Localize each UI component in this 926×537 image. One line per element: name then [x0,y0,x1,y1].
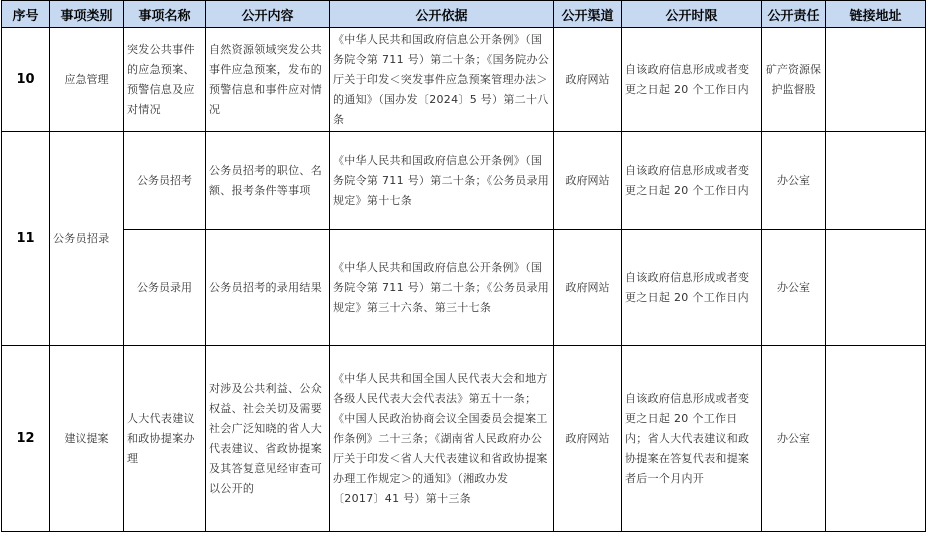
row-basis: 《中华人民共和国政府信息公开条例》（国务院令第 711 号）第二十条；《国务院办公厅关于印发＜突发事件应急预案管理办法＞的通知》（国办发〔2024〕5 号）第二十八条 [330,28,554,132]
header-index: 序号 [2,1,50,28]
header-basis: 公开依据 [330,1,554,28]
row-item-name: 人大代表建议和政协提案办理 [124,346,206,532]
row-item-name: 公务员录用 [124,230,206,346]
row-basis: 《中华人民共和国政府信息公开条例》（国务院令第 711 号）第二十条；《公务员录用规定》第十七条 [330,132,554,230]
row-deadline: 自该政府信息形成或者变更之日起 20 个工作日内 [622,230,762,346]
header-responsible: 公开责任 [762,1,826,28]
row-index: 10 [2,28,50,132]
row-content: 自然资源领域突发公共事件应急预案，发布的预警信息和事件应对情况 [206,28,330,132]
row-responsible: 矿产资源保护监督股 [762,28,826,132]
header-category: 事项类别 [50,1,124,28]
row-deadline: 自该政府信息形成或者变更之日起 20 个工作日内；省人大代表建议和政协提案在答复代表和提案者后一个月内开 [622,346,762,532]
row-basis: 《中华人民共和国政府信息公开条例》（国务院令第 711 号）第二十条；《公务员录用规定》第三十六条、第三十七条 [330,230,554,346]
row-basis: 《中华人民共和国全国人民代表大会和地方各级人民代表大会代表法》第五十一条；《中国人民政治协商会议全国委员会提案工作条例》二十三条；《湖南省人民政府办公厅关于印发＜省人大代表建议和省政协提案办理工作规定＞的通知》（湘政办发〔2017〕41 号）第十三条 [330,346,554,532]
row-responsible: 办公室 [762,230,826,346]
row-channel: 政府网站 [554,346,622,532]
row-deadline: 自该政府信息形成或者变更之日起 20 个工作日内 [622,132,762,230]
row-content: 对涉及公共利益、公众权益、社会关切及需要社会广泛知晓的省人大代表建议、省政协提案及其答复意见经审查可以公开的 [206,346,330,532]
row-responsible: 办公室 [762,346,826,532]
row-link[interactable] [826,230,926,346]
row-deadline: 自该政府信息形成或者变更之日起 20 个工作日内 [622,28,762,132]
table-row [2,230,926,346]
row-category: 公务员招录 [50,132,124,346]
header-item-name: 事项名称 [124,1,206,28]
table-row [2,346,926,532]
row-item-name: 公务员招考 [124,132,206,230]
header-link: 链接地址 [826,1,926,28]
row-category: 建议提案 [50,346,124,532]
header-deadline: 公开时限 [622,1,762,28]
row-responsible: 办公室 [762,132,826,230]
header-content: 公开内容 [206,1,330,28]
disclosure-table [1,0,926,532]
row-channel: 政府网站 [554,28,622,132]
row-channel: 政府网站 [554,132,622,230]
row-content: 公务员招考的录用结果 [206,230,330,346]
row-index: 12 [2,346,50,532]
row-item-name: 突发公共事件的应急预案、预警信息及应对情况 [124,28,206,132]
table-row [2,132,926,230]
table-header-row [2,1,926,28]
row-content: 公务员招考的职位、名额、报考条件等事项 [206,132,330,230]
row-link[interactable] [826,28,926,132]
row-link[interactable] [826,346,926,532]
row-category: 应急管理 [50,28,124,132]
row-channel: 政府网站 [554,230,622,346]
row-index: 11 [2,132,50,346]
row-link[interactable] [826,132,926,230]
table-row [2,28,926,132]
header-channel: 公开渠道 [554,1,622,28]
